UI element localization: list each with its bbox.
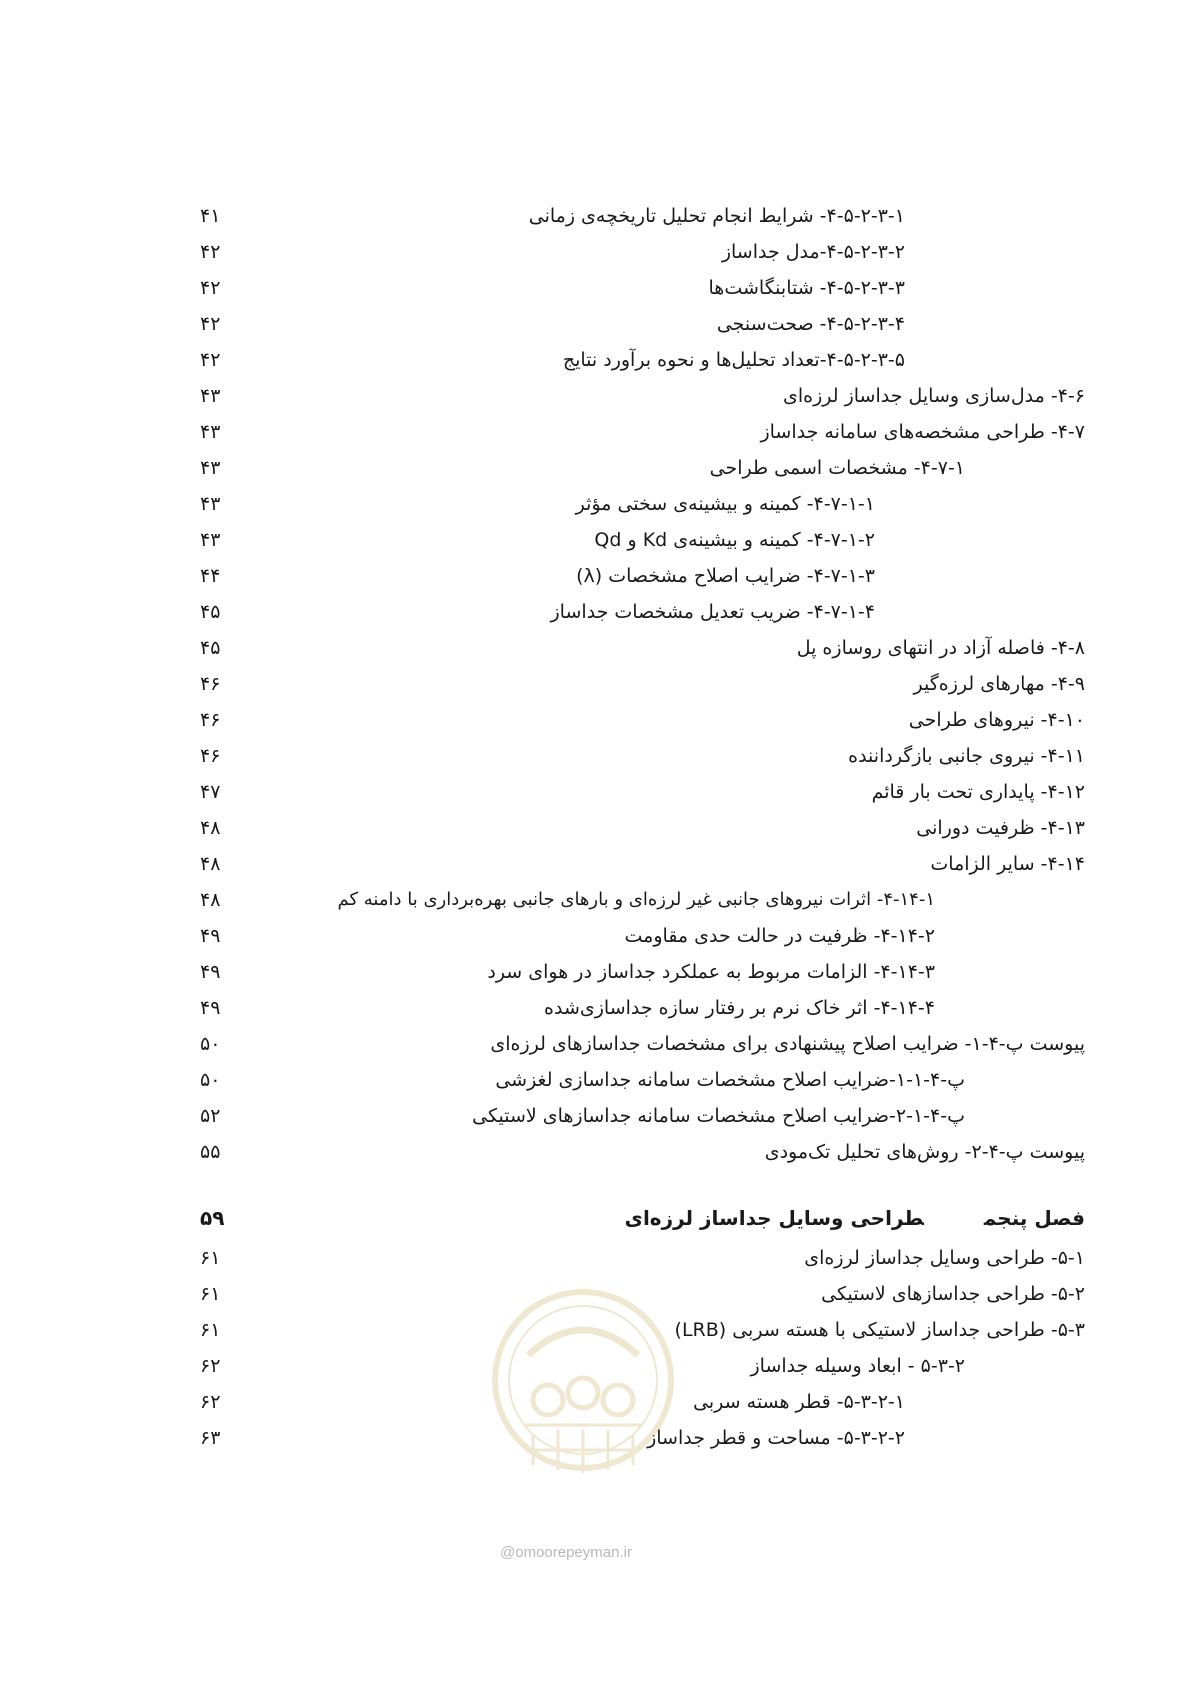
toc-entry[interactable] <box>180 485 1085 523</box>
toc-entry-page: ۶۱ <box>200 1319 221 1341</box>
publisher-seal-watermark-icon <box>488 1285 678 1485</box>
toc-entry-title: ۴-۷-۱- مشخصات اسمی طراحی <box>709 457 965 479</box>
toc-entry-page: ۴۳ <box>200 493 221 515</box>
toc-entry[interactable] <box>180 845 1085 883</box>
toc-entry-page: ۴۲ <box>200 277 221 299</box>
toc-entry-page: ۴۸ <box>200 817 221 839</box>
toc-entry-title: ۴-۱۴- سایر الزامات <box>930 853 1085 875</box>
toc-entry-page: ۴۷ <box>200 781 221 803</box>
toc-entry[interactable] <box>180 593 1085 631</box>
toc-entry-page: ۶۲ <box>200 1391 221 1413</box>
toc-entry-title: ۵-۱- طراحی وسایل جداساز لرزه‌ای <box>804 1247 1085 1269</box>
toc-entry[interactable] <box>180 809 1085 847</box>
toc-entry-title: ۴-۷-۱-۲- کمینه و بیشینه‌ی Kd و Qd <box>594 529 875 551</box>
toc-entry[interactable] <box>180 1097 1085 1135</box>
toc-entry-title: ۵-۳-۲ - ابعاد وسیله جداساز <box>750 1355 965 1377</box>
toc-entry[interactable] <box>180 233 1085 271</box>
toc-entry-title: ۴-۱۱- نیروی جانبی بازگرداننده <box>848 745 1085 767</box>
toc-entry-title: ۴-۱۳- ظرفیت دورانی <box>916 817 1085 839</box>
toc-entry-page: ۴۸ <box>200 889 221 911</box>
toc-entry-title: ۴-۷-۱-۴- ضریب تعدیل مشخصات جداساز <box>550 601 875 623</box>
toc-entry-page: ۴۳ <box>200 529 221 551</box>
chapter-heading <box>625 1199 1085 1237</box>
toc-entry-page: ۴۶ <box>200 673 221 695</box>
toc-entry-page: ۶۳ <box>200 1427 221 1449</box>
toc-entry-page: ۶۱ <box>200 1283 221 1305</box>
toc-entry[interactable] <box>180 197 1085 235</box>
toc-entry[interactable] <box>180 953 1085 991</box>
toc-entry[interactable] <box>180 665 1085 703</box>
toc-entry-title: ۴-۶- مدل‌سازی وسایل جداساز لرزه‌ای <box>782 385 1085 407</box>
toc-entry-page: ۴۹ <box>200 997 221 1019</box>
toc-entry-page: ۴۵ <box>200 637 221 659</box>
toc-entry-title: ۴-۹- مهارهای لرزه‌گیر <box>913 673 1085 695</box>
toc-entry[interactable] <box>180 413 1085 451</box>
toc-entry-page: ۴۳ <box>200 457 221 479</box>
toc-entry-page: ۵۰ <box>200 1033 221 1055</box>
toc-entry[interactable] <box>180 1025 1085 1063</box>
toc-entry-page: ۴۳ <box>200 421 221 443</box>
toc-entry-page: ۴۶ <box>200 745 221 767</box>
toc-entry-title: ۴-۵-۲-۳-۵-تعداد تحلیل‌ها و نحوه برآورد نتایج <box>562 349 905 371</box>
toc-chapter-heading[interactable] <box>180 1199 1085 1237</box>
toc-entry[interactable] <box>180 701 1085 739</box>
toc-entry[interactable] <box>180 989 1085 1027</box>
toc-entry-page: ۴۸ <box>200 853 221 875</box>
toc-entry-title: ۴-۱۴-۴- اثر خاک نرم بر رفتار سازه جداسازی‌شده <box>544 997 935 1019</box>
toc-entry-title: ۵-۲- طراحی جداسازهای لاستیکی <box>821 1283 1085 1305</box>
toc-entry-page: ۴۱ <box>200 205 221 227</box>
toc-entry-title: ۴-۷-۱-۳- ضرایب اصلاح مشخصات (λ) <box>576 565 875 587</box>
toc-entry-title: ۴-۵-۲-۳-۱- شرایط انجام تحلیل تاریخچه‌ی زمانی <box>528 205 905 227</box>
toc-entry[interactable] <box>180 377 1085 415</box>
toc-entry-page: ۴۴ <box>200 565 221 587</box>
toc-entry[interactable] <box>180 1239 1085 1277</box>
toc-entry[interactable] <box>180 269 1085 307</box>
toc-entry[interactable] <box>180 917 1085 955</box>
toc-entry-page: ۴۲ <box>200 349 221 371</box>
toc-entry-title: ۴-۵-۲-۳-۴- صحت‌سنجی <box>716 313 905 335</box>
toc-entry-page: ۶۲ <box>200 1355 221 1377</box>
toc-entry-page: ۴۵ <box>200 601 221 623</box>
toc-entry[interactable] <box>180 1133 1085 1171</box>
toc-entry[interactable] <box>180 737 1085 775</box>
toc-entry-title: ۴-۵-۲-۳-۳- شتابنگاشت‌ها <box>708 277 905 299</box>
toc-entry-title: ۴-۷-۱-۱- کمینه و بیشینه‌ی سختی مؤثر <box>575 493 875 515</box>
watermark-url: @omoorepeyman.ir <box>500 1544 632 1561</box>
toc-entry[interactable] <box>180 1061 1085 1099</box>
toc-entry[interactable] <box>180 341 1085 379</box>
toc-entry-page: ۵۲ <box>200 1105 221 1127</box>
toc-entry-page: ۵۰ <box>200 1069 221 1091</box>
toc-entry-title: پیوست پ-۴-۱- ضرایب اصلاح پیشنهادی برای مشخصات جداسازهای لرزه‌ای <box>490 1033 1085 1055</box>
toc-entry[interactable] <box>180 629 1085 667</box>
toc-entry-title: پ-۴-۱-۲-ضرایب اصلاح مشخصات سامانه جداسازهای لاستیکی <box>472 1105 965 1127</box>
toc-entry-title: ۴-۷- طراحی مشخصه‌های سامانه جداساز <box>760 421 1085 443</box>
toc-entry-title: ۵-۳-۲-۲- مساحت و قطر جداساز <box>647 1427 905 1449</box>
toc-entry-title: ۴-۱۴-۲- ظرفیت در حالت حدی مقاومت <box>624 925 935 947</box>
toc-entry[interactable] <box>180 305 1085 343</box>
toc-entry-page: ۵۹ <box>200 1206 225 1230</box>
toc-entry-title: ۴-۱۴-۱- اثرات نیروهای جانبی غیر لرزه‌ای و بارهای جانبی بهره‌برداری با دامنه کم <box>337 889 935 910</box>
toc-entry-title: ۴-۱۲- پایداری تحت بار قائم <box>871 781 1085 803</box>
chapter-title: طراحی وسایل جداساز لرزه‌ای <box>624 1206 924 1230</box>
toc-entry-title: پ-۴-۱-۱-ضرایب اصلاح مشخصات سامانه جداسازی لغزشی <box>495 1069 965 1091</box>
toc-entry[interactable] <box>180 773 1085 811</box>
toc-entry-page: ۴۹ <box>200 961 221 983</box>
toc-entry[interactable] <box>180 449 1085 487</box>
toc-entry-page: ۴۲ <box>200 313 221 335</box>
toc-entry-page: ۴۳ <box>200 385 221 407</box>
chapter-label: فصل پنجم <box>983 1206 1085 1230</box>
toc-entry[interactable] <box>180 881 1085 919</box>
toc-entry[interactable] <box>180 557 1085 595</box>
toc-entry-title: پیوست پ-۴-۲- روش‌های تحلیل تک‌مودی <box>764 1141 1085 1163</box>
toc-entry-page: ۴۶ <box>200 709 221 731</box>
toc-entry-title: ۴-۸- فاصله آزاد در انتهای روسازه پل <box>796 637 1085 659</box>
toc-entry-page: ۵۵ <box>200 1141 221 1163</box>
toc-entry-page: ۶۱ <box>200 1247 221 1269</box>
toc-entry-title: ۴-۵-۲-۳-۲-مدل جداساز <box>721 241 905 263</box>
toc-entry[interactable] <box>180 521 1085 559</box>
toc-entry-title: ۴-۱۴-۳- الزامات مربوط به عملکرد جداساز در هوای سرد <box>487 961 935 983</box>
toc-entry-title: ۵-۳- طراحی جداساز لاستیکی با هسته سربی (LRB) <box>674 1319 1085 1341</box>
toc-entry-page: ۴۲ <box>200 241 221 263</box>
toc-entry-title: ۵-۳-۲-۱- قطر هسته سربی <box>693 1391 905 1413</box>
toc-entry-title: ۴-۱۰- نیروهای طراحی <box>908 709 1085 731</box>
toc-entry-page: ۴۹ <box>200 925 221 947</box>
